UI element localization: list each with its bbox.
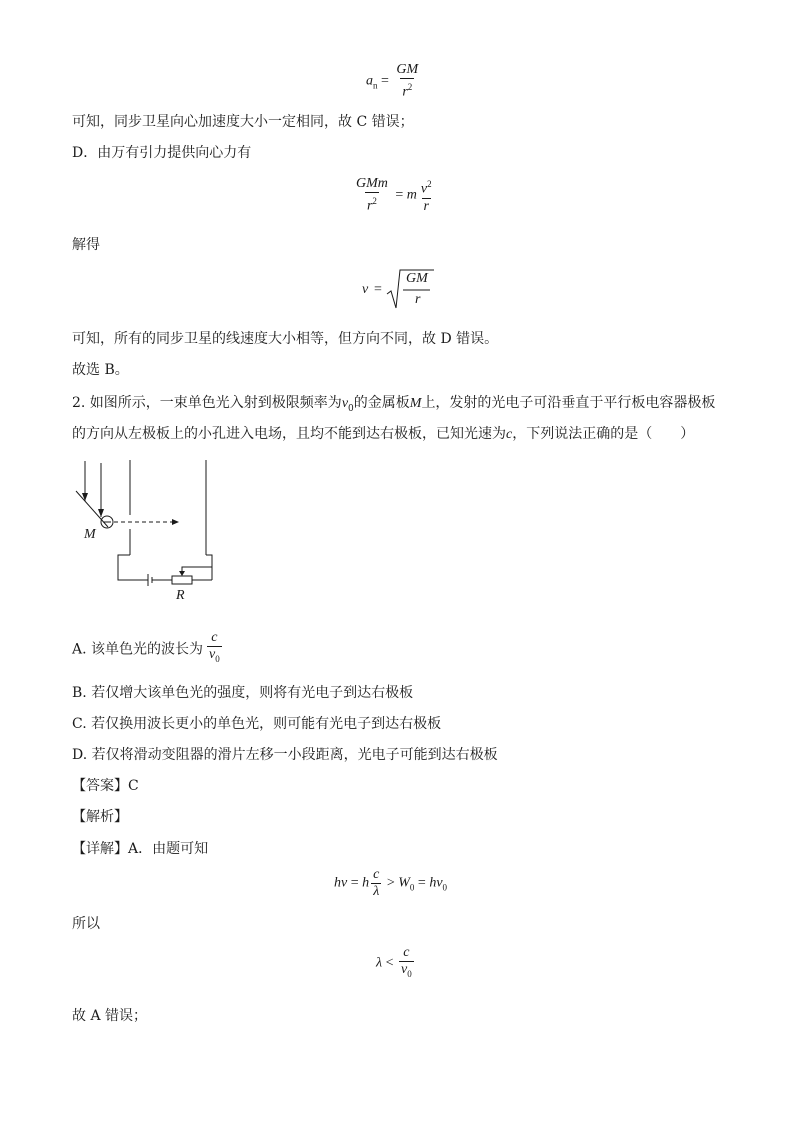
q-text-1c: 上，发射的光电子可沿垂直于平行板电容器极板	[421, 395, 716, 411]
eq-lambda: λ	[376, 955, 383, 971]
eq-fraction	[371, 867, 381, 900]
eq-h: h	[429, 875, 437, 891]
eq-equals: =	[381, 73, 389, 89]
eq-den-var: r	[366, 198, 373, 214]
eq-h: h	[362, 875, 370, 891]
eq-num-sup: 2	[427, 179, 432, 189]
option-a-text: A. 该单色光的波长为	[72, 641, 204, 658]
eq-lhs-sub: n	[373, 80, 378, 91]
eq-gravity-left-fraction	[354, 176, 390, 215]
eq-nu: ν	[436, 875, 443, 891]
eq-num	[419, 176, 434, 198]
option-a-num: c	[211, 630, 218, 645]
eq-greater: >	[386, 875, 395, 891]
eq-num: GMm	[356, 176, 388, 191]
option-b[interactable]: B. 若仅增大该单色光的强度，则将有光电子到达右极板	[72, 685, 414, 701]
eq-denominator: r	[415, 292, 421, 307]
eq-den-sup: 2	[407, 82, 413, 92]
eq-W-sub: 0	[409, 882, 415, 893]
eq-num: c	[403, 945, 410, 960]
eq-numerator: GM	[406, 271, 428, 286]
eq-num-var: v	[420, 181, 428, 197]
eq-den-var: r	[402, 84, 408, 100]
eq-den-sup: 2	[372, 196, 377, 206]
detail-label: 【详解】	[72, 841, 128, 857]
text-d-conclusion: 可知，所有的同步卫星的线速度大小相等，但方向不同，故 D 错误。	[72, 331, 499, 347]
eq-equals: =	[395, 187, 404, 203]
equation-gravity	[352, 176, 436, 215]
equation-centripetal-acceleration	[366, 62, 422, 101]
eq-lhs: v	[362, 282, 369, 297]
eq-fraction	[394, 62, 420, 101]
eq-h: h	[334, 875, 341, 891]
question-line-1	[72, 392, 715, 414]
text-d-intro: D．由万有引力提供向心力有	[72, 145, 252, 161]
wire-left	[118, 555, 148, 580]
eq-W: W	[398, 875, 410, 891]
circuit-diagram	[68, 455, 228, 605]
rheostat-icon	[172, 576, 192, 584]
eq-equals: =	[350, 875, 359, 891]
detail-line	[72, 838, 208, 858]
question-line-2	[72, 423, 694, 443]
text-a-wrong: 故 A 错误；	[72, 1008, 148, 1024]
rheostat-slider	[182, 567, 212, 574]
eq-den: λ	[373, 884, 380, 899]
q-text-1a: 2. 如图所示，一束单色光入射到极限频率为	[72, 395, 342, 411]
q-nu: ν	[341, 396, 349, 411]
eq-num: c	[373, 867, 380, 882]
q-nu-sub: 0	[348, 403, 354, 414]
option-a-fraction	[207, 630, 222, 667]
q-text-2a: 的方向从左极板上的小孔进入电场，且均不能到达右极板，已知光速为	[72, 426, 506, 442]
eq-nu-sub: 0	[442, 882, 448, 893]
eq-lhs: a	[366, 73, 373, 89]
option-a-den-sub: 0	[215, 653, 220, 664]
text-solve: 解得	[72, 237, 100, 253]
eq-den	[399, 961, 414, 982]
text-c-conclusion: 可知，同步卫星向心加速度大小一定相同，故 C 错误；	[72, 114, 414, 130]
text-choose: 故选 B。	[72, 362, 129, 378]
q-M: M	[409, 396, 422, 411]
answer-label: 【答案】	[72, 778, 128, 794]
eq-nu: ν	[341, 875, 348, 891]
eq-less: <	[385, 955, 394, 971]
option-d[interactable]: D. 若仅将滑动变阻器的滑片左移一小段距离，光电子可能到达右极板	[72, 747, 498, 763]
eq-den	[365, 192, 379, 215]
option-a[interactable]	[72, 630, 224, 667]
detail-text: A．由题可知	[128, 841, 209, 857]
option-c[interactable]: C. 若仅换用波长更小的单色光，则可能有光电子到达右极板	[72, 716, 442, 732]
eq-equals: =	[374, 282, 382, 297]
label-M: M	[84, 527, 96, 542]
equation-photon-energy	[334, 867, 447, 900]
eq-numerator: GM	[396, 62, 419, 77]
eq-den-sub: 0	[407, 968, 412, 979]
label-R: R	[176, 588, 185, 603]
answer-line	[72, 775, 139, 795]
analysis-label: 【解析】	[72, 809, 128, 825]
eq-mass: m	[406, 187, 417, 203]
eq-fraction	[399, 945, 414, 982]
equation-wavelength	[376, 945, 416, 982]
option-a-den-var: ν	[209, 647, 216, 662]
eq-gravity-right-fraction	[419, 176, 434, 215]
q-text-2b: ，下列说法正确的是（ ）	[512, 426, 695, 442]
text-so: 所以	[72, 916, 100, 932]
eq-den: r	[423, 198, 429, 214]
q-c: c	[506, 427, 513, 442]
answer-value: C	[128, 778, 139, 794]
option-a-den	[207, 646, 222, 667]
eq-den-var: ν	[400, 962, 408, 977]
eq-denominator	[400, 78, 414, 101]
q-text-1b: 的金属板	[353, 395, 410, 411]
eq-equals: =	[417, 875, 426, 891]
